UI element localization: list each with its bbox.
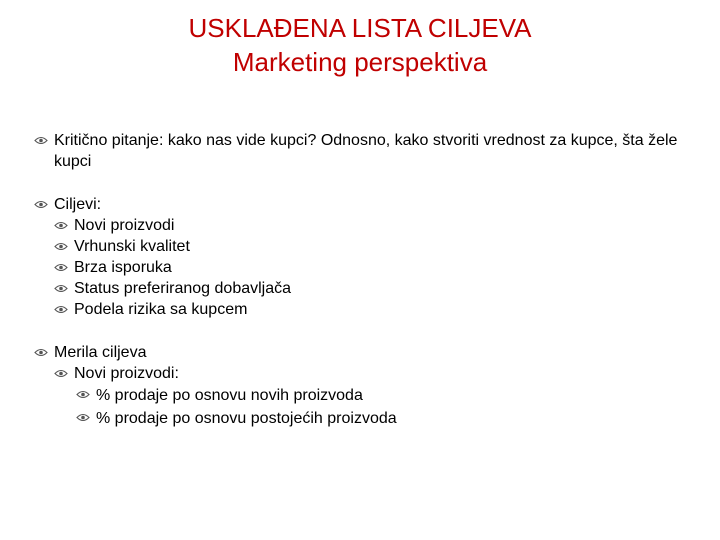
sub-bullet-text: Vrhunski kvalitet bbox=[74, 238, 190, 255]
bullet-critical-question bbox=[34, 130, 694, 172]
bullet-text: Ciljevi: bbox=[54, 196, 102, 213]
eye-bullet-icon bbox=[34, 136, 48, 145]
title-block bbox=[0, 10, 720, 80]
bullet-list bbox=[34, 130, 694, 430]
sub-bullet-text: Status preferiranog dobavljača bbox=[74, 280, 292, 297]
bullet-text: Merila ciljeva bbox=[54, 344, 147, 361]
eye-bullet-icon bbox=[76, 413, 90, 422]
eye-bullet-icon bbox=[54, 221, 68, 230]
sub-bullet bbox=[54, 278, 694, 299]
eye-bullet-icon bbox=[34, 200, 48, 209]
sub-bullet bbox=[54, 363, 694, 384]
bullet-measures bbox=[34, 342, 694, 430]
sub-bullet bbox=[54, 236, 694, 257]
eye-bullet-icon bbox=[54, 263, 68, 272]
eye-bullet-icon bbox=[54, 242, 68, 251]
sub-sub-bullet bbox=[54, 407, 694, 430]
sub-bullet-text: Podela rizika sa kupcem bbox=[74, 301, 248, 318]
sub-bullet bbox=[54, 215, 694, 236]
sub-sub-bullet bbox=[54, 384, 694, 407]
eye-bullet-icon bbox=[54, 284, 68, 293]
sub-bullet bbox=[54, 299, 694, 320]
eye-bullet-icon bbox=[54, 369, 68, 378]
sub-sub-bullet-text: % prodaje po osnovu novih proizvoda bbox=[96, 387, 363, 404]
slide-subtitle: Marketing perspektiva bbox=[232, 47, 488, 77]
sub-bullet-text: Brza isporuka bbox=[74, 259, 172, 276]
sub-bullet-text: Novi proizvodi: bbox=[74, 365, 179, 382]
slide-title: USKLAĐENA LISTA CILJEVA bbox=[188, 13, 532, 43]
sub-bullet-text: Novi proizvodi bbox=[74, 217, 175, 234]
sub-bullet bbox=[54, 257, 694, 278]
eye-bullet-icon bbox=[54, 305, 68, 314]
eye-bullet-icon bbox=[76, 390, 90, 399]
eye-bullet-icon bbox=[34, 348, 48, 357]
bullet-goals bbox=[34, 194, 694, 320]
sub-sub-bullet-text: % prodaje po osnovu postojećih proizvoda bbox=[96, 410, 397, 427]
bullet-text: Kritično pitanje: kako nas vide kupci? Odnosno, kako stvoriti vrednost za kupce, šta žele kupci bbox=[54, 132, 678, 170]
